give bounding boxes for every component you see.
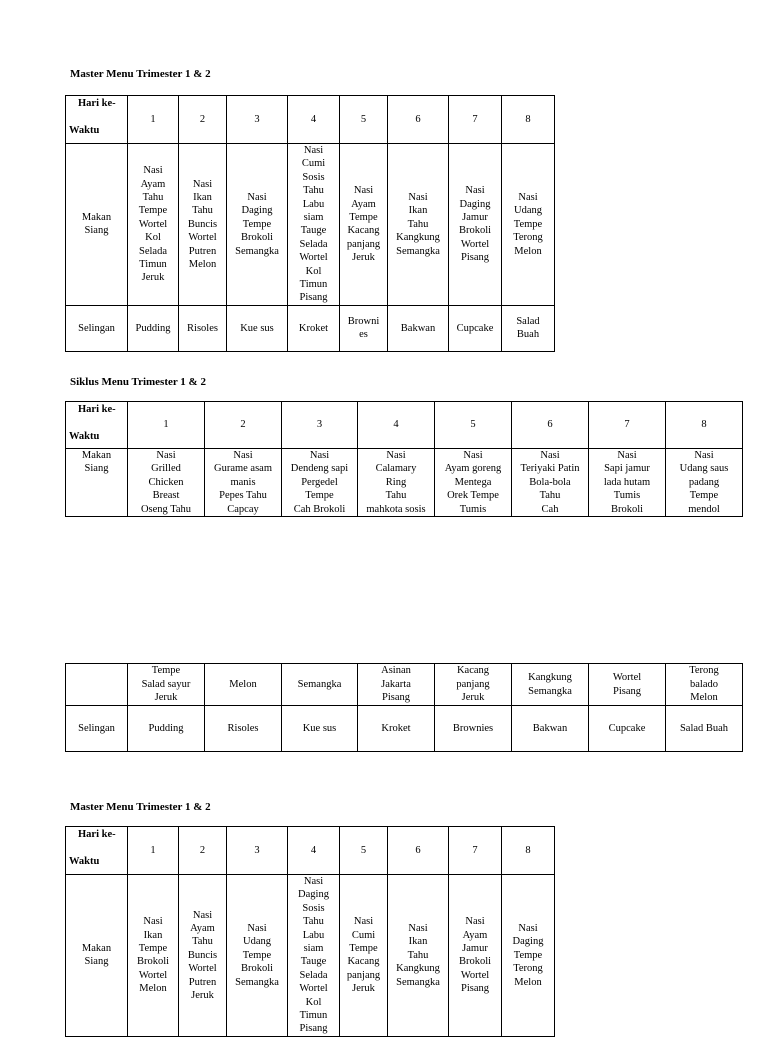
menu-item-text: Ikan <box>408 205 428 217</box>
menu-item-text: Cupcake <box>456 322 494 334</box>
menu-item-text: Brokoli <box>458 956 492 968</box>
master-menu-table-2 <box>65 826 555 1037</box>
day-header: 6 <box>388 96 449 144</box>
menu-item-text: Tempe <box>138 205 168 217</box>
snack-cell <box>288 305 340 351</box>
menu-item-text: Nasi <box>518 191 538 203</box>
menu-item-text: Sosis <box>302 171 325 183</box>
menu-item-text: Jakarta <box>381 678 411 690</box>
makan-siang-continued-row <box>66 664 743 706</box>
menu-cell <box>205 664 282 706</box>
menu-item-text: Terong <box>513 963 543 975</box>
snack-cell: Brownies <box>435 706 512 752</box>
menu-cell <box>512 664 589 706</box>
menu-item-text: lada hutam <box>603 476 651 488</box>
menu-item-text: Kacang <box>456 665 490 677</box>
menu-item-text: Udang <box>514 205 542 217</box>
corner-header-cell: Hari ke- Waktu <box>66 827 128 875</box>
menu-item-text: Daging <box>241 205 273 217</box>
menu-cell <box>288 875 340 1037</box>
menu-item-text: Grilled <box>151 463 181 475</box>
day-header: 7 <box>589 402 666 449</box>
menu-item-text: Kol <box>305 996 322 1008</box>
menu-cell <box>179 875 227 1037</box>
snack-cell: Kroket <box>358 706 435 752</box>
row-label: Makan Siang <box>66 449 128 517</box>
menu-item-text: Salad sayur <box>141 678 191 690</box>
snack-cell: Risoles <box>205 706 282 752</box>
menu-cell <box>449 144 502 306</box>
menu-item-text: Semangka <box>396 245 440 257</box>
menu-cell <box>282 664 358 706</box>
menu-cell <box>227 875 288 1037</box>
menu-cell <box>666 449 743 517</box>
day-header: 2 <box>179 827 227 875</box>
row-label: Selingan <box>66 706 128 752</box>
menu-item-text: Ayam goreng <box>444 463 502 475</box>
menu-item-text: Jeruk <box>352 983 375 995</box>
menu-item-text: Putren <box>188 976 217 988</box>
menu-item-text: Cumi <box>301 158 326 170</box>
menu-item-text: Semangka <box>297 678 342 690</box>
day-header: 8 <box>502 827 555 875</box>
menu-item-text: Timun <box>299 1010 328 1022</box>
menu-item-text: Kangkung <box>528 672 572 684</box>
menu-item-text: Tempe <box>242 218 272 230</box>
menu-item-text: Ayam <box>140 178 166 190</box>
day-header: 1 <box>128 402 205 449</box>
day-header: 1 <box>128 827 179 875</box>
menu-item-text: Wortel <box>460 969 490 981</box>
menu-item-text: Cumi <box>351 929 376 941</box>
row-label: Selingan <box>66 305 128 351</box>
day-header: 8 <box>502 96 555 144</box>
menu-item-text: Jamur <box>462 943 488 955</box>
menu-item-text: Nasi <box>143 165 163 177</box>
menu-item-text: Calamary <box>375 463 417 475</box>
menu-item-text: Nasi <box>309 450 330 461</box>
menu-item-text: Brokoli <box>458 225 492 237</box>
menu-item-text: Tempe <box>242 949 272 961</box>
menu-item-text: Ayam <box>190 922 215 934</box>
menu-item-text: Kol <box>305 265 322 277</box>
day-header: 8 <box>666 402 743 449</box>
menu-item-text: Wortel <box>612 672 642 684</box>
menu-item-text: Brokoli <box>610 503 644 515</box>
snack-cell <box>449 305 502 351</box>
menu-cell <box>128 664 205 706</box>
menu-item-text: Chicken <box>148 476 184 488</box>
menu-item-text: Tempe <box>349 212 378 224</box>
menu-item-text: Ayam <box>462 929 488 941</box>
snack-cell <box>227 305 288 351</box>
menu-item-text: Labu <box>302 198 325 210</box>
menu-item-text: Bakwan <box>400 322 436 334</box>
snack-cell <box>128 305 179 351</box>
menu-cell <box>288 144 340 306</box>
menu-cell <box>435 664 512 706</box>
menu-item-text: Wortel <box>188 232 217 244</box>
menu-item-text: Semangka <box>528 685 572 697</box>
menu-item-text: Jamur <box>462 212 488 224</box>
menu-item-text: Tempe <box>138 943 168 955</box>
menu-item-text: panjang <box>346 238 381 250</box>
menu-item-text: Tahu <box>407 949 429 961</box>
menu-cell <box>128 875 179 1037</box>
menu-item-text: Cah <box>541 503 559 515</box>
menu-item-text: Asinan <box>381 665 411 677</box>
day-header: 1 <box>128 96 179 144</box>
menu-item-text: Semangka <box>235 976 279 988</box>
menu-item-text: Melon <box>514 976 542 988</box>
day-header: 6 <box>388 827 449 875</box>
makan-siang-row <box>66 144 555 306</box>
menu-item-text: Nasi <box>465 916 485 928</box>
menu-item-text: Dendeng sapi <box>290 463 349 475</box>
snack-cell <box>502 305 555 351</box>
menu-item-text: Tahu <box>407 218 429 230</box>
menu-cell <box>388 875 449 1037</box>
menu-cell <box>449 875 502 1037</box>
menu-item-text: Melon <box>690 692 718 704</box>
selingan-row <box>66 305 555 351</box>
menu-item-text: Wortel <box>460 238 490 250</box>
menu-item-text: Sosis <box>302 902 325 914</box>
menu-item-text: Jeruk <box>141 272 165 284</box>
menu-cell <box>589 664 666 706</box>
menu-item-text: Udang saus <box>679 463 729 475</box>
corner-header-cell: Hari ke- Waktu <box>66 402 128 449</box>
snack-cell: Pudding <box>128 706 205 752</box>
menu-item-text: balado <box>690 678 718 690</box>
row-label: Makan Siang <box>66 144 128 306</box>
menu-item-text: Selada <box>299 969 328 981</box>
menu-item-text: Pisang <box>299 1023 328 1035</box>
menu-item-text: Nasi <box>303 876 324 887</box>
selingan-row <box>66 706 743 752</box>
menu-item-text: Buncis <box>187 949 218 961</box>
menu-item-text: Timun <box>139 258 167 270</box>
menu-item-text: Tahu <box>303 916 324 928</box>
header-row <box>66 96 555 144</box>
menu-item-text: Sapi jamur <box>604 463 650 475</box>
menu-item-text: Pisang <box>460 252 489 264</box>
day-header: 5 <box>340 96 388 144</box>
master-menu-title-2: Master Menu Trimester 1 & 2 <box>70 801 211 813</box>
menu-item-text: Nasi <box>540 450 560 461</box>
menu-cell <box>282 449 358 517</box>
menu-item-text: Melon <box>139 983 167 995</box>
menu-item-text: Teriyaki Patin <box>520 463 580 475</box>
menu-item-text: panjang <box>456 678 490 690</box>
menu-item-text: Timun <box>299 279 328 291</box>
menu-item-text: Selada <box>139 245 167 257</box>
menu-item-text: Nasi <box>143 916 163 928</box>
menu-item-text: Kacang <box>347 225 380 237</box>
menu-cell <box>227 144 288 306</box>
menu-item-text: Tauge <box>300 956 327 968</box>
menu-item-text: Ikan <box>193 191 212 203</box>
menu-cell <box>512 449 589 517</box>
menu-item-text: Nasi <box>386 450 406 461</box>
menu-item-text: es <box>359 329 368 341</box>
menu-item-text: Terong <box>513 232 543 244</box>
menu-item-text: Nasi <box>233 450 253 461</box>
menu-item-text: Pisang <box>299 292 328 304</box>
menu-item-text: Breast <box>152 490 180 502</box>
menu-item-text: Terong <box>689 665 719 677</box>
menu-item-text: Pisang <box>612 685 641 697</box>
snack-cell <box>388 305 449 351</box>
menu-item-text: Nasi <box>408 922 428 934</box>
day-header: 2 <box>205 402 282 449</box>
menu-item-text: Melon <box>514 245 542 257</box>
menu-item-text: manis <box>230 476 256 488</box>
menu-item-text: Salad <box>516 315 540 327</box>
day-header: 4 <box>288 96 340 144</box>
menu-item-text: mahkota sosis <box>366 503 426 515</box>
menu-item-text: Brokoli <box>240 232 274 244</box>
menu-item-text: Pepes Tahu <box>219 490 267 502</box>
menu-cell <box>128 144 179 306</box>
menu-cell <box>205 449 282 517</box>
menu-item-text: Tempe <box>305 490 334 502</box>
menu-item-text: Tahu <box>192 936 213 948</box>
row-label: Makan Siang <box>66 875 128 1037</box>
menu-item-text: Bola-bola <box>529 476 571 488</box>
menu-item-text: Nasi <box>156 450 176 461</box>
menu-item-text: Daging <box>512 936 544 948</box>
menu-item-text: Tauge <box>300 225 327 237</box>
day-header: 2 <box>179 96 227 144</box>
menu-item-text: panjang <box>346 969 381 981</box>
menu-item-text: Kroket <box>298 322 329 334</box>
menu-item-text: siam <box>303 212 324 224</box>
menu-item-text: Wortel <box>299 252 328 264</box>
menu-item-text: Wortel <box>138 969 168 981</box>
menu-item-text: Jeruk <box>154 692 178 704</box>
menu-item-text: Jeruk <box>191 989 214 1001</box>
menu-item-text: Pisang <box>381 692 410 704</box>
menu-item-text: Pudding <box>135 322 171 334</box>
menu-item-text: Tempe <box>689 490 719 502</box>
menu-item-text: Selada <box>299 238 328 250</box>
menu-item-text: Pergedel <box>301 476 338 488</box>
menu-item-text: Orek Tempe <box>447 490 499 502</box>
day-header: 5 <box>435 402 512 449</box>
day-header: 5 <box>340 827 388 875</box>
master-menu-title-1: Master Menu Trimester 1 & 2 <box>70 68 211 80</box>
menu-cell <box>589 449 666 517</box>
menu-item-text: Wortel <box>138 218 168 230</box>
menu-item-text: Tahu <box>385 490 407 502</box>
menu-item-text: Nasi <box>192 178 213 190</box>
menu-item-text: siam <box>303 943 324 955</box>
menu-item-text: Semangka <box>235 245 279 257</box>
menu-item-text: Nasi <box>694 450 714 461</box>
day-header: 6 <box>512 402 589 449</box>
menu-item-text: Nasi <box>408 191 428 203</box>
menu-item-text: Kangkung <box>396 963 440 975</box>
menu-item-text: Wortel <box>299 983 328 995</box>
menu-item-text: Wortel <box>188 963 217 975</box>
corner-header-cell: Hari ke- Waktu <box>66 96 128 144</box>
snack-cell: Kue sus <box>282 706 358 752</box>
menu-item-text: Ikan <box>408 936 428 948</box>
menu-cell <box>340 875 388 1037</box>
menu-item-text: Tahu <box>539 490 561 502</box>
snack-cell <box>340 305 388 351</box>
snack-cell: Cupcake <box>589 706 666 752</box>
menu-item-text: Buah <box>516 329 540 341</box>
menu-item-text: Cah Brokoli <box>293 503 346 515</box>
menu-item-text: Capcay <box>227 503 259 515</box>
empty-label-cell <box>66 664 128 706</box>
snack-cell: Salad Buah <box>666 706 743 752</box>
day-header: 4 <box>358 402 435 449</box>
menu-item-text: Kol <box>145 232 161 244</box>
menu-item-text: Nasi <box>303 145 324 156</box>
menu-item-text: Udang <box>243 936 271 948</box>
menu-cell <box>435 449 512 517</box>
menu-item-text: Buncis <box>187 218 218 230</box>
menu-item-text: Mentega <box>454 476 492 488</box>
menu-item-text: Brokoli <box>240 963 274 975</box>
menu-item-text: Nasi <box>518 922 538 934</box>
menu-item-text: Kacang <box>347 956 380 968</box>
menu-item-text: Labu <box>302 929 325 941</box>
menu-cell <box>358 449 435 517</box>
menu-item-text: Gurame asam <box>213 463 273 475</box>
menu-item-text: Nasi <box>463 450 483 461</box>
menu-cell <box>666 664 743 706</box>
menu-cell <box>179 144 227 306</box>
menu-item-text: Tempe <box>513 949 543 961</box>
header-row <box>66 402 743 449</box>
menu-item-text: Nasi <box>247 922 267 934</box>
snack-cell: Bakwan <box>512 706 589 752</box>
day-header: 3 <box>227 827 288 875</box>
menu-item-text: Tahu <box>142 191 164 203</box>
menu-item-text: mendol <box>688 503 720 515</box>
menu-item-text: Risoles <box>187 322 218 334</box>
menu-item-text: Tempe <box>513 218 543 230</box>
day-header: 3 <box>227 96 288 144</box>
menu-item-text: Melon <box>188 258 217 270</box>
day-header: 7 <box>449 827 502 875</box>
siklus-menu-title: Siklus Menu Trimester 1 & 2 <box>70 376 206 388</box>
menu-item-text: Ayam <box>351 198 376 210</box>
menu-item-text: Nasi <box>247 191 267 203</box>
siklus-menu-table-part2 <box>65 663 743 752</box>
menu-item-text: Nasi <box>353 185 374 197</box>
menu-item-text: Oseng Tahu <box>140 503 192 515</box>
menu-item-text: Tahu <box>192 205 213 217</box>
menu-item-text: Nasi <box>617 450 637 461</box>
menu-item-text: Browni <box>347 315 380 327</box>
day-header: 4 <box>288 827 340 875</box>
menu-item-text: Daging <box>459 198 491 210</box>
menu-item-text: Tahu <box>303 185 324 197</box>
menu-item-text: Tempe <box>151 665 181 677</box>
menu-item-text: Kangkung <box>396 232 440 244</box>
siklus-menu-table-part1 <box>65 401 743 517</box>
snack-cell <box>179 305 227 351</box>
menu-cell <box>358 664 435 706</box>
menu-item-text: padang <box>688 476 720 488</box>
menu-item-text: Tumis <box>613 490 641 502</box>
menu-item-text: Tumis <box>459 503 487 515</box>
menu-item-text: Pisang <box>460 983 489 995</box>
menu-cell <box>388 144 449 306</box>
menu-item-text: Tempe <box>349 943 378 955</box>
menu-cell <box>340 144 388 306</box>
day-header: 7 <box>449 96 502 144</box>
menu-cell <box>128 449 205 517</box>
header-row <box>66 827 555 875</box>
menu-item-text: Nasi <box>465 185 485 197</box>
makan-siang-row <box>66 449 743 517</box>
menu-item-text: Ring <box>385 476 407 488</box>
menu-item-text: Nasi <box>192 909 213 921</box>
makan-siang-row <box>66 875 555 1037</box>
menu-cell <box>502 875 555 1037</box>
menu-item-text: Ikan <box>143 929 163 941</box>
menu-item-text: Melon <box>229 678 257 690</box>
menu-item-text: Putren <box>188 245 217 257</box>
menu-item-text: Kue sus <box>240 322 274 334</box>
menu-item-text: Daging <box>298 889 329 901</box>
menu-item-text: Jeruk <box>461 692 485 704</box>
menu-item-text: Nasi <box>353 916 374 928</box>
menu-item-text: Brokoli <box>136 956 170 968</box>
menu-cell <box>502 144 555 306</box>
menu-item-text: Semangka <box>396 976 440 988</box>
master-menu-table-1 <box>65 95 555 352</box>
menu-item-text: Jeruk <box>352 252 375 264</box>
day-header: 3 <box>282 402 358 449</box>
